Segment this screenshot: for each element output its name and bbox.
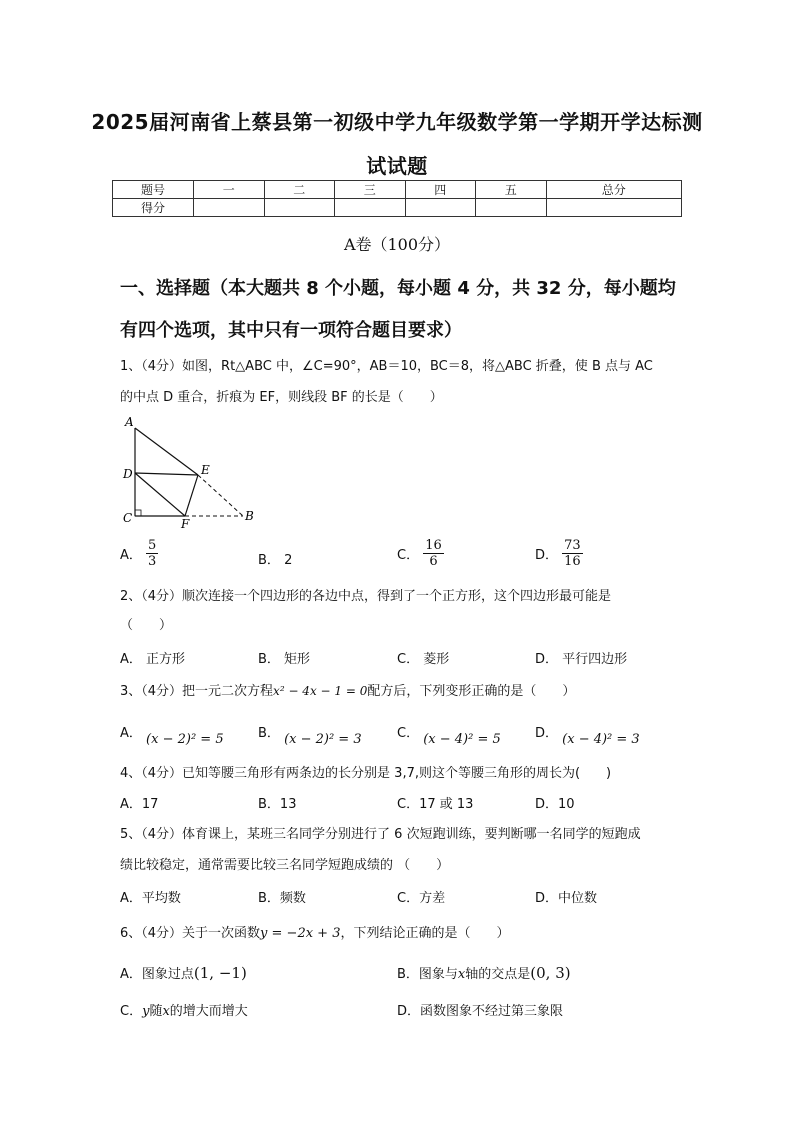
option-math: (x − 2)² = 5 [146,732,224,747]
part1-heading-line2: 有四个选项，其中只有一项符合题目要求） [120,320,462,341]
q2-option-a[interactable]: A． 正方形 [120,652,186,667]
option-text: 随 [149,1004,163,1019]
q5-option-d[interactable]: D．中位数 [535,891,598,906]
q1-text-line1: 1、（4分）如图，Rt△ABC 中，∠C=90°，AB＝10，BC＝8，将△ABC 折叠，使 B 点与 AC [120,359,653,374]
exam-title-line1: 2025届河南省上蔡县第一初级中学九年级数学第一学期开学达标测 [91,110,703,134]
q1-text-line2: 的中点 D 重合，折痕为 EF，则线段 BF 的长是（ ） [120,390,443,405]
figure-label-e: E [201,463,210,477]
q5-text-line1: 5、（4分）体育课上，某班三名同学分别进行了 6 次短跑训练，要判断哪一名同学的短跑成 [120,827,641,842]
q4-option-d[interactable]: D．10 [535,797,575,812]
option-label: A． [120,726,142,741]
option-math: (x − 2)² = 3 [284,732,362,747]
numerator: 73 [564,538,581,553]
option-math: (1, −1) [193,964,247,982]
table-cell: 得分 [113,199,194,217]
q2-text-line2: （ ） [120,618,173,633]
fraction [146,538,158,569]
q1-option-a[interactable] [120,538,158,569]
option-math: x [457,967,466,982]
score-table [112,180,682,217]
q1-option-c[interactable] [397,538,444,569]
q3-text [120,680,575,699]
q6-option-b[interactable] [397,963,571,982]
q3-option-b[interactable] [258,722,362,747]
table-cell: 一 [194,181,265,199]
option-label: C． [397,726,420,741]
figure-label-d: D [123,467,133,481]
q1-option-b[interactable] [258,549,292,568]
fraction [423,538,444,569]
option-text: D．函数图象不经过第三象限 [397,1004,564,1019]
q6-option-c[interactable] [120,1000,248,1019]
numerator: 16 [425,538,442,553]
q6-equation: y = −2x + 3 [260,926,341,941]
option-math: y [142,1004,150,1019]
table-cell: 题号 [113,181,194,199]
part1-heading-line1: 一、选择题（本大题共 8 个小题，每小题 4 分，共 32 分，每小题均 [120,278,676,299]
denominator: 3 [148,554,157,569]
q4-option-b[interactable]: B．13 [258,797,297,812]
figure-label-f: F [181,517,190,531]
q1-option-d[interactable] [535,538,583,569]
q5-option-a[interactable]: A．平均数 [120,891,181,906]
q5-text-line2: 绩比较稳定，通常需要比较三名同学短跑成绩的 （ ） [120,858,450,873]
option-text: 轴的交点是 [465,967,531,982]
table-cell: 三 [335,181,406,199]
option-label: A． [120,548,142,563]
q3-option-a[interactable] [120,722,224,747]
option-label: C． [397,548,420,563]
figure-label-a: A [125,415,134,429]
score-cell[interactable] [405,199,476,217]
figure-label-c: C [123,511,133,525]
option-label: D． [535,726,559,741]
score-cell[interactable] [264,199,335,217]
numerator: 5 [148,538,157,553]
q6-text [120,922,510,941]
q6-option-d[interactable] [397,1000,563,1019]
q3-equation: x² − 4x − 1 = 0 [273,684,368,698]
q3-option-c[interactable] [397,722,501,747]
q2-option-d[interactable]: D． 平行四边形 [535,652,628,667]
option-text: 的增大而增大 [169,1004,248,1019]
q3-option-d[interactable] [535,722,640,747]
q4-option-c[interactable]: C．17 或 13 [397,797,474,812]
denominator: 16 [564,554,581,569]
option-text: B．图象与 [397,967,458,982]
q6-text-before: 6、（4分）关于一次函数 [120,926,261,941]
q6-option-a[interactable] [120,963,247,982]
option-math: (0, 3) [530,964,571,982]
option-label: B． [258,726,280,741]
table-cell: 四 [405,181,476,199]
option-label: B． [258,553,280,568]
fraction [562,538,583,569]
option-math: (x − 4)² = 5 [423,732,501,747]
score-cell[interactable] [194,199,265,217]
figure-label-b: B [245,509,254,523]
q4-text-line1: 4、（4分）已知等腰三角形有两条边的长分别是 3,7,则这个等腰三角形的周长为( ) [120,766,612,781]
score-table-header-row [113,181,682,199]
q2-option-c[interactable]: C． 菱形 [397,652,450,667]
q3-text-before: 3、（4分）把一元二次方程 [120,684,274,699]
q5-option-b[interactable]: B．频数 [258,891,306,906]
table-cell: 二 [264,181,335,199]
q1-triangle-figure [115,412,265,532]
denominator: 6 [429,554,438,569]
table-cell: 五 [476,181,547,199]
option-value: 2 [284,553,293,568]
score-cell[interactable] [335,199,406,217]
q6-text-after: ，下列结论正确的是（ ） [340,926,510,941]
score-cell[interactable] [476,199,547,217]
q3-text-after: 配方后，下列变形正确的是（ ） [367,684,576,699]
option-text: A．图象过点 [120,967,194,982]
q5-option-c[interactable]: C．方差 [397,891,446,906]
exam-title-line2: 试试题 [366,154,428,178]
q4-option-a[interactable]: A．17 [120,797,159,812]
option-math: x [162,1004,170,1019]
option-label: D． [535,548,559,563]
table-cell: 总分 [546,181,682,199]
score-cell[interactable] [546,199,682,217]
score-table-score-row [113,199,682,217]
q2-option-b[interactable]: B． 矩形 [258,652,311,667]
section-a-heading: A卷（100分） [343,235,451,254]
q2-text-line1: 2、（4分）顺次连接一个四边形的各边中点，得到了一个正方形，这个四边形最可能是 [120,589,612,604]
option-math: (x − 4)² = 3 [562,732,640,747]
option-text: C． [120,1004,143,1019]
